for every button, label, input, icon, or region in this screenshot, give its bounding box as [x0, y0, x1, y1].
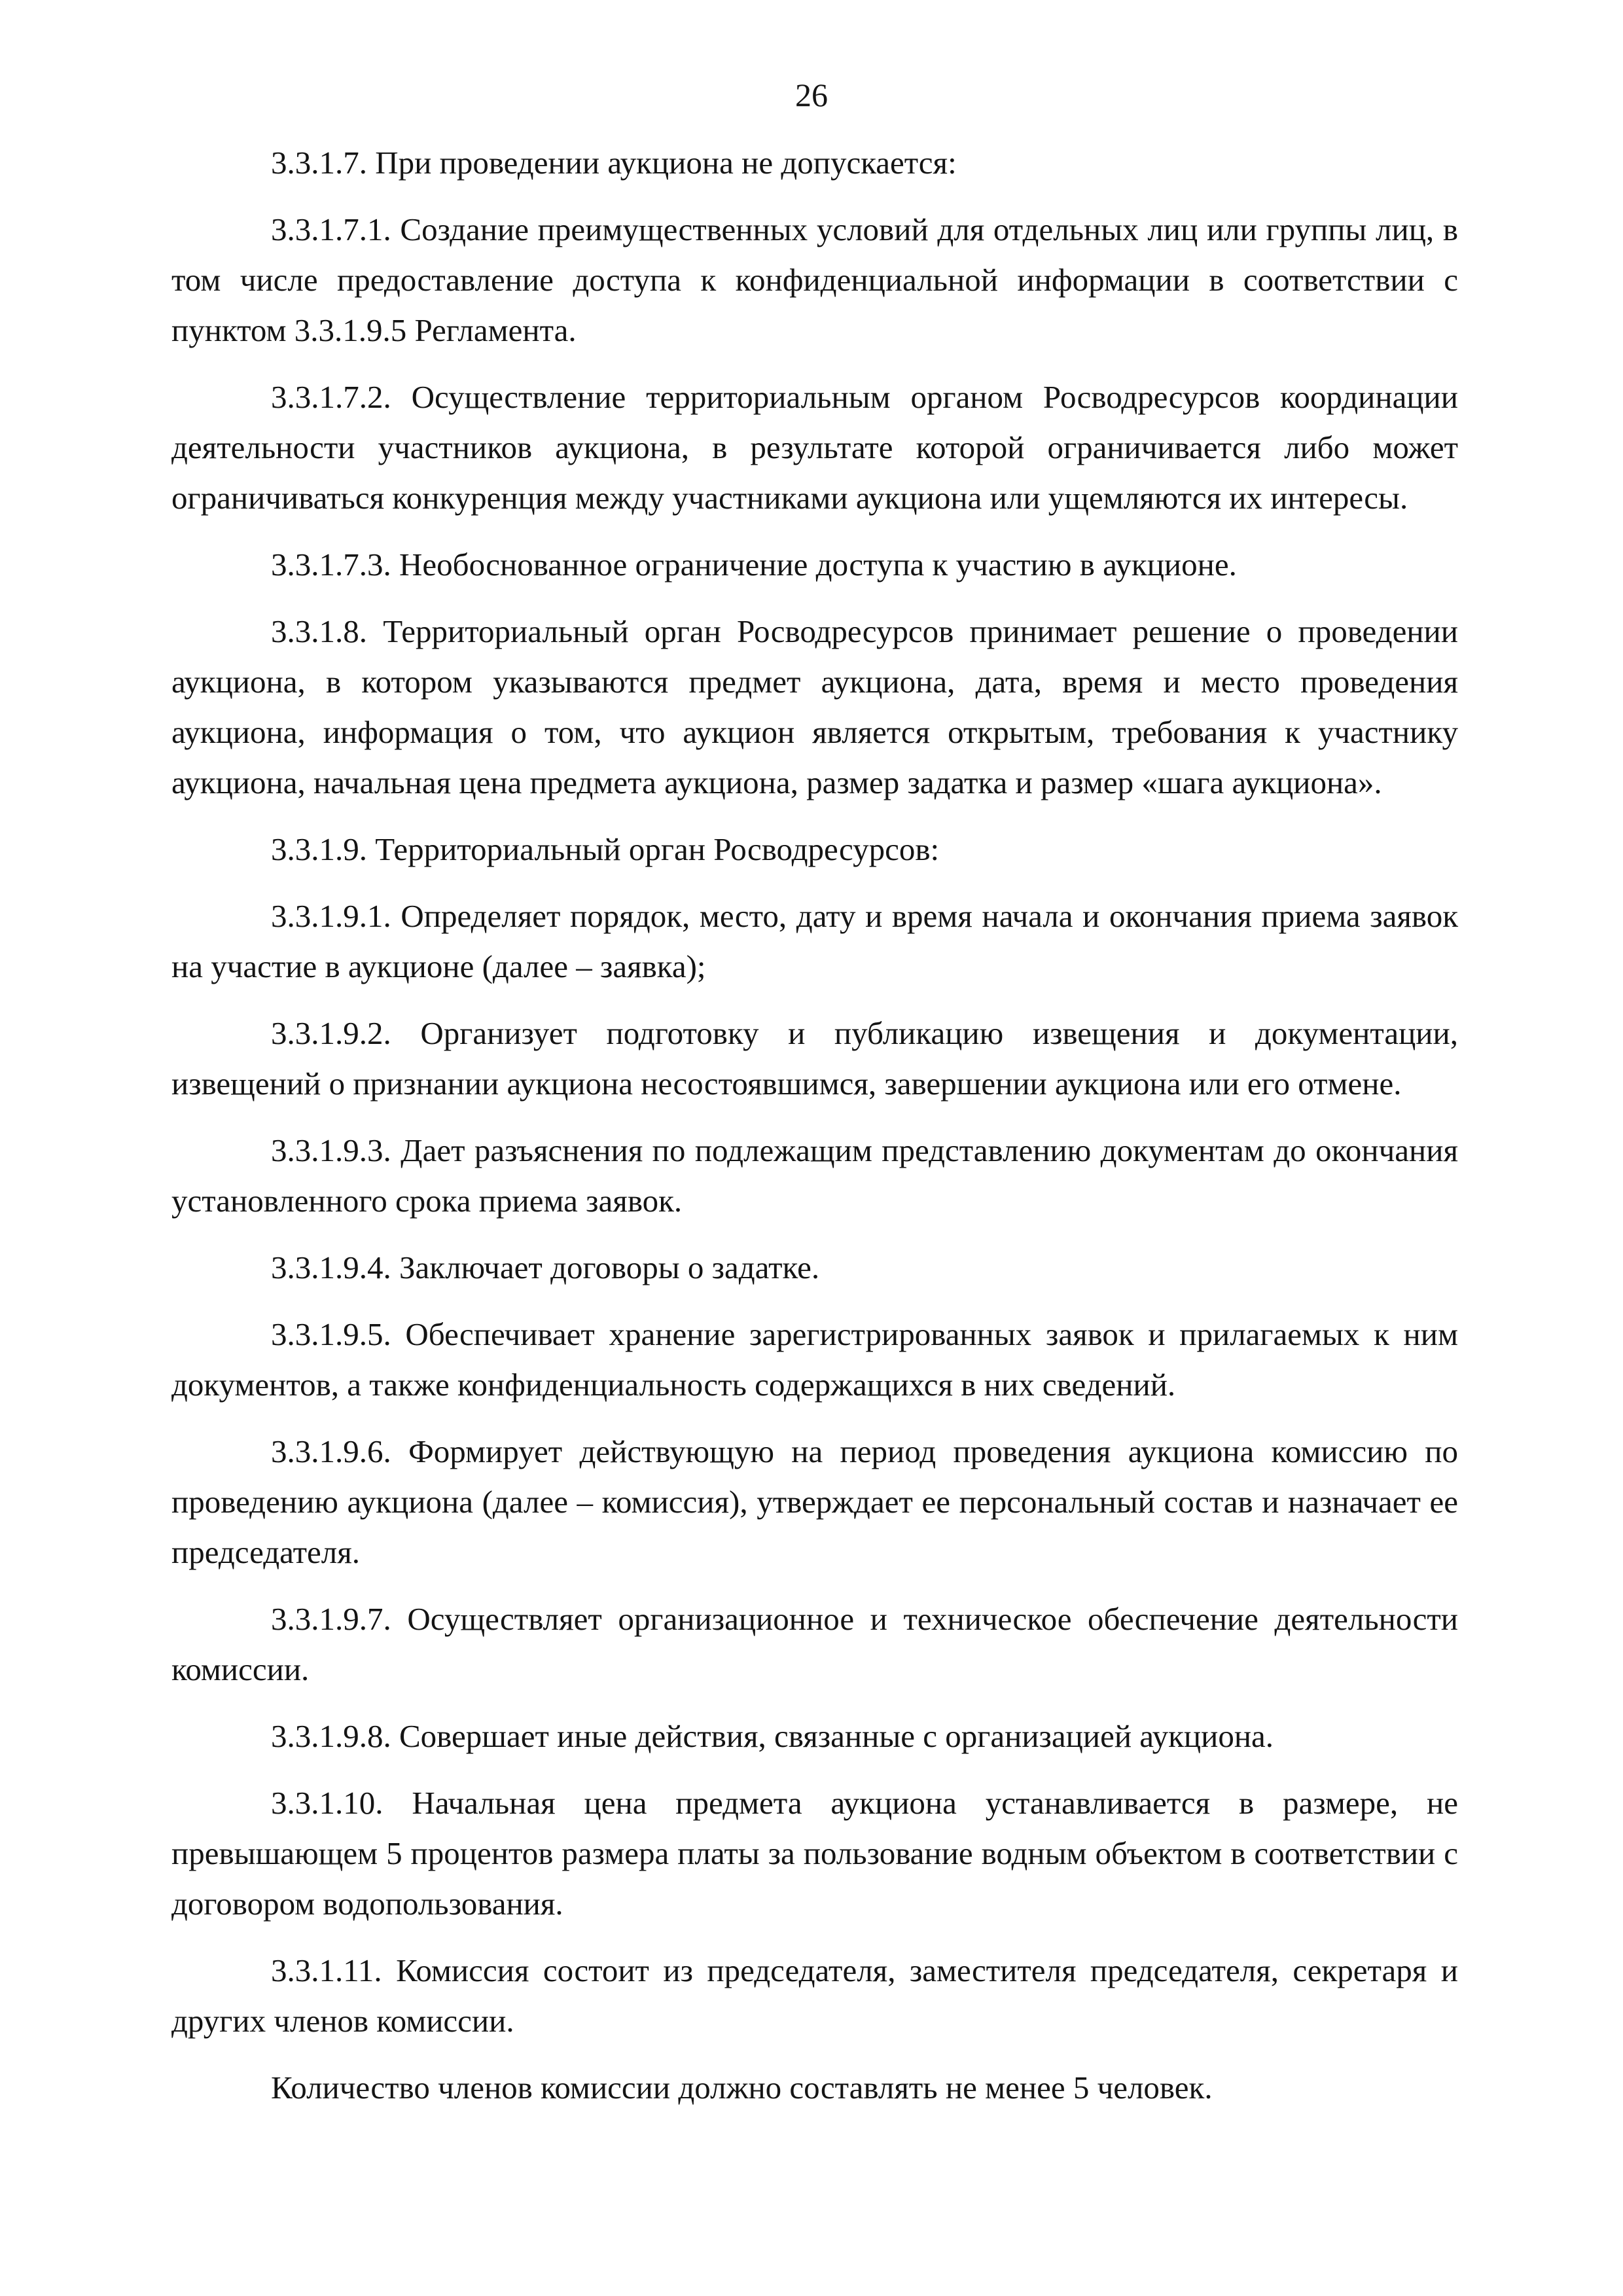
- paragraph-3-3-1-9-8: 3.3.1.9.8. Совершает иные действия, связанные с организацией аукциона.: [271, 1718, 1274, 1754]
- paragraph-3-3-1-8: 3.3.1.8. Территориальный орган Росводресурсов принимает решение о проведении аукциона, в котором указываются предмет аукциона, дата, время и место проведения аукциона, информация о том, что аукцион является открытым, требования к участнику аукциона, начальная цена предмета аукциона, размер задатка и размер «шага аукциона».: [171, 613, 1458, 800]
- paragraph-3-3-1-7-3: 3.3.1.7.3. Необоснованное ограничение доступа к участию в аукционе.: [271, 547, 1237, 583]
- paragraph-3-3-1-9-2: 3.3.1.9.2. Организует подготовку и публикацию извещения и документации, извещений о признании аукциона несостоявшимся, завершении аукциона или его отмене.: [171, 1015, 1458, 1102]
- paragraph-3-3-1-7: 3.3.1.7. При проведении аукциона не допускается:: [271, 145, 957, 181]
- paragraph-3-3-1-9-3: 3.3.1.9.3. Дает разъяснения по подлежащим представлению документам до окончания установленного срока приема заявок.: [171, 1132, 1458, 1219]
- page-number: 26: [795, 77, 828, 113]
- paragraph-3-3-1-9-5: 3.3.1.9.5. Обеспечивает хранение зарегистрированных заявок и прилагаемых к ним документов, а также конфиденциальность содержащихся в них сведений.: [171, 1316, 1458, 1403]
- paragraph-3-3-1-9-7: 3.3.1.9.7. Осуществляет организационное и техническое обеспечение деятельности комиссии.: [171, 1601, 1458, 1687]
- paragraph-3-3-1-11: 3.3.1.11. Комиссия состоит из председателя, заместителя председателя, секретаря и других членов комиссии.: [171, 1952, 1458, 2039]
- paragraph-3-3-1-9-4: 3.3.1.9.4. Заключает договоры о задатке.: [271, 1249, 820, 1285]
- paragraph-3-3-1-7-1: 3.3.1.7.1. Создание преимущественных условий для отдельных лиц или группы лиц, в том числе предоставление доступа к конфиденциальной информации в соответствии с пунктом 3.3.1.9.5 Регламента.: [171, 211, 1458, 348]
- document-body: [171, 137, 1458, 2129]
- paragraph-3-3-1-10: 3.3.1.10. Начальная цена предмета аукциона устанавливается в размере, не превышающем 5 процентов размера платы за пользование водным объектом в соответствии с договором водопользования.: [171, 1785, 1458, 1922]
- paragraph-3-3-1-9-6: 3.3.1.9.6. Формирует действующую на период проведения аукциона комиссию по проведению аукциона (далее – комиссия), утверждает ее персональный состав и назначает ее председателя.: [171, 1433, 1458, 1570]
- paragraph-3-3-1-7-2: 3.3.1.7.2. Осуществление территориальным органом Росводресурсов координации деятельности участников аукциона, в результате которой ограничивается либо может ограничиваться конкуренция между участниками аукциона или ущемляются их интересы.: [171, 379, 1458, 516]
- paragraph-3-3-1-9-1: 3.3.1.9.1. Определяет порядок, место, дату и время начала и окончания приема заявок на участие в аукционе (далее – заявка);: [171, 898, 1458, 984]
- paragraph-commission-size: Количество членов комиссии должно составлять не менее 5 человек.: [271, 2070, 1213, 2106]
- paragraph-3-3-1-9: 3.3.1.9. Территориальный орган Росводресурсов:: [271, 831, 940, 867]
